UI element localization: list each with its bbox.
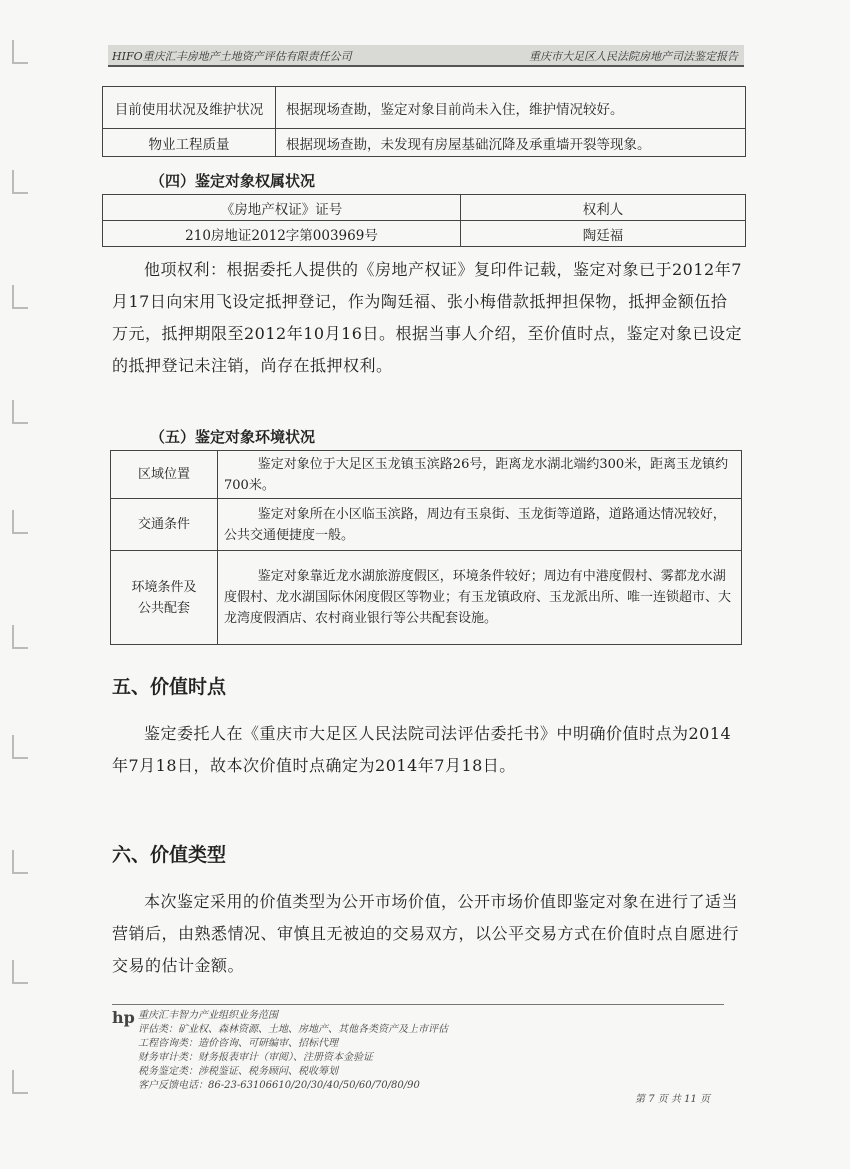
table-row xyxy=(103,221,746,247)
section-title: （五）鉴定对象环境状况 xyxy=(150,428,316,446)
row-label: 目前使用状况及维护状况 xyxy=(103,87,276,129)
company-logo: hp xyxy=(112,1008,135,1027)
binder-mark xyxy=(12,400,28,424)
row-label: 交通条件 xyxy=(111,499,218,551)
footer-lines xyxy=(138,1009,448,1093)
row-value: 鉴定对象靠近龙水湖旅游度假区，环境条件较好；周边有中港度假村、雾都龙水湖度假村、龙水湖国际休闲度假区等物业；有玉龙镇政府、玉龙派出所、唯一连锁超市、大龙湾度假酒店、农村商业银行等公共配套设施。 xyxy=(218,551,742,645)
binder-mark xyxy=(12,285,28,309)
value-type-paragraph: 本次鉴定采用的价值类型为公开市场价值，公开市场价值即鉴定对象在进行了适当营销后，由熟悉情况、审慎且无被迫的交易双方，以公平交易方式在价值时点自愿进行交易的估计金额。 xyxy=(112,892,740,975)
table-header-row xyxy=(103,195,746,221)
footer-line: 客户反馈电话：86-23-63106610/20/30/40/50/60/70/80/90 xyxy=(138,1080,420,1091)
column-header: 权利人 xyxy=(461,195,746,221)
row-value: 根据现场查勘，鉴定对象目前尚未入住，维护情况较好。 xyxy=(276,87,746,129)
footer-line: 税务鉴定类：涉税鉴证、税务顾问、税收筹划 xyxy=(138,1066,338,1077)
table-row xyxy=(103,87,746,129)
header-report-title: 重庆市大足区人民法院房地产司法鉴定报告 xyxy=(529,50,738,63)
table-row xyxy=(111,551,742,645)
value-date-paragraph: 鉴定委托人在《重庆市大足区人民法院司法评估委托书》中明确价值时点为2014年7月18日，故本次价值时点确定为2014年7月18日。 xyxy=(112,724,732,775)
binder-mark xyxy=(12,960,28,984)
binder-mark xyxy=(12,1070,28,1094)
header-company: HIFO重庆汇丰房地产土地资产评估有限责任公司 xyxy=(112,50,352,63)
row-value: 鉴定对象所在小区临玉滨路，周边有玉泉街、玉龙街等道路，道路通达情况较好，公共交通便捷度一般。 xyxy=(218,499,742,551)
environment-table xyxy=(110,450,742,645)
footer-line: 重庆汇丰智力产业组织业务范围 xyxy=(138,1010,278,1021)
usage-quality-table xyxy=(102,86,746,157)
owner-name: 陶廷福 xyxy=(461,221,746,247)
footer-line: 评估类：矿业权、森林资源、土地、房地产、其他各类资产及上市评估 xyxy=(138,1024,448,1035)
table-row xyxy=(103,129,746,157)
binder-mark xyxy=(12,170,28,194)
table-row xyxy=(111,499,742,551)
page-footer xyxy=(112,1004,724,1105)
other-rights-paragraph: 他项权利：根据委托人提供的《房地产权证》复印件记载，鉴定对象已于2012年7月17日向宋用飞设定抵押登记，作为陶廷福、张小梅借款抵押担保物，抵押金额伍拾万元，抵押期限至2012年10月16日。根据当事人介绍，至价值时点，鉴定对象已设定的抵押登记未注销，尚存在抵押权利。 xyxy=(112,260,742,375)
table-row xyxy=(111,451,742,499)
binder-mark xyxy=(12,510,28,534)
footer-line: 财务审计类：财务报表审计（审阅）、注册资本金验证 xyxy=(138,1052,373,1063)
binder-mark xyxy=(12,850,28,874)
binder-mark xyxy=(12,735,28,759)
page-header xyxy=(108,45,744,67)
chapter-title: 五、价值时点 xyxy=(112,676,227,698)
row-label: 环境条件及公共配套 xyxy=(111,551,218,645)
binder-mark xyxy=(12,625,28,649)
binder-mark xyxy=(12,40,28,64)
row-label: 区域位置 xyxy=(111,451,218,499)
ownership-table xyxy=(102,194,746,247)
row-value: 根据现场查勘，未发现有房屋基础沉降及承重墙开裂等现象。 xyxy=(276,129,746,157)
page-number: 第 7 页 共 11 页 xyxy=(635,1094,710,1105)
cert-number: 210房地证2012字第003969号 xyxy=(103,221,461,247)
column-header: 《房地产权证》证号 xyxy=(103,195,461,221)
section-title: （四）鉴定对象权属状况 xyxy=(150,172,316,190)
row-label: 物业工程质量 xyxy=(103,129,276,157)
row-value: 鉴定对象位于大足区玉龙镇玉滨路26号，距离龙水湖北端约300米，距离玉龙镇约700米。 xyxy=(218,451,742,499)
footer-line: 工程咨询类：造价咨询、可研编审、招标代理 xyxy=(138,1038,338,1049)
chapter-title: 六、价值类型 xyxy=(112,844,227,866)
